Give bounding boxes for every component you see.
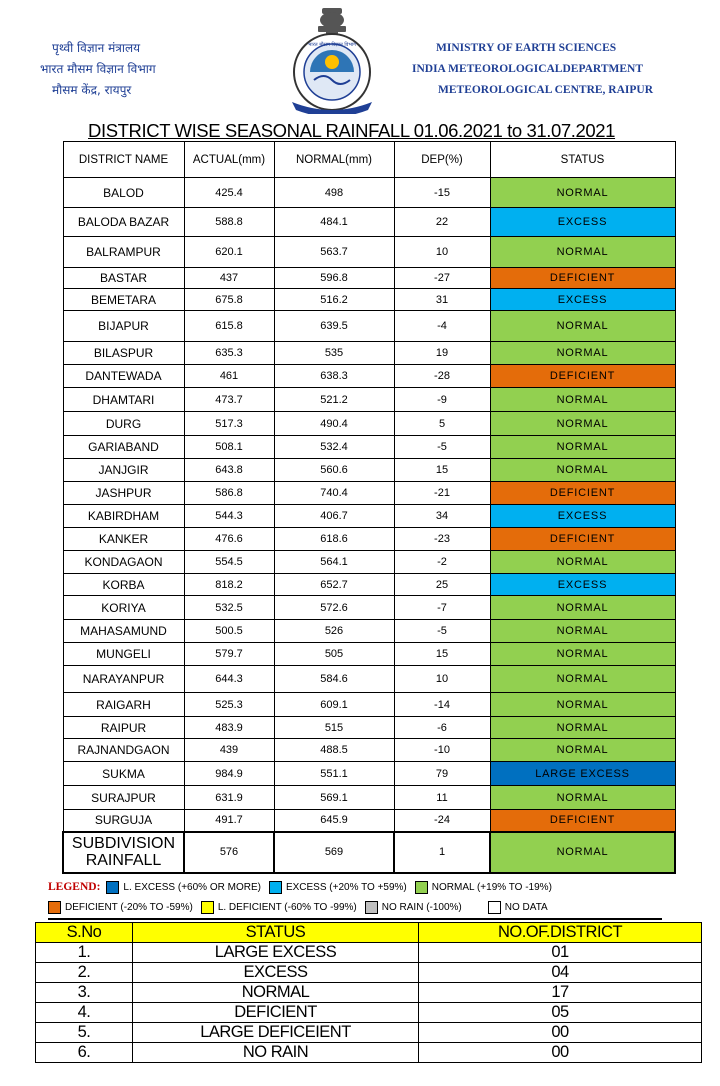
district-cell: RAIGARH — [63, 693, 184, 717]
legend-item-deficient — [48, 901, 193, 914]
normal-cell: 596.8 — [274, 268, 394, 289]
actual-cell: 675.8 — [184, 289, 274, 311]
dep-cell: 10 — [394, 666, 490, 693]
swatch-icon — [201, 901, 214, 914]
district-cell: BIJAPUR — [63, 311, 184, 342]
table-row — [63, 643, 675, 666]
legend-item-large-excess — [106, 881, 261, 894]
normal-cell: 505 — [274, 643, 394, 666]
dep-cell: -10 — [394, 739, 490, 762]
swatch-icon — [269, 881, 282, 894]
dep-cell: -15 — [394, 178, 490, 208]
legend-item-excess — [269, 881, 407, 894]
summary-header-row — [36, 923, 702, 943]
legend-label: NO DATA — [504, 901, 548, 913]
summary-sno-cell: 3. — [36, 983, 133, 1003]
actual-cell: 643.8 — [184, 459, 274, 482]
actual-cell: 818.2 — [184, 574, 274, 596]
table-row — [63, 178, 675, 208]
summary-col-count: NO.OF.DISTRICT — [419, 923, 702, 943]
normal-cell: 526 — [274, 620, 394, 643]
dep-cell: 19 — [394, 342, 490, 365]
actual-cell: 439 — [184, 739, 274, 762]
summary-count-cell: 17 — [419, 983, 702, 1003]
table-header-row — [63, 142, 675, 178]
status-cell: NORMAL — [490, 551, 675, 574]
table-row — [63, 596, 675, 620]
page-title: DISTRICT WISE SEASONAL RAINFALL 01.06.2021 to 31.07.2021 — [88, 120, 616, 141]
status-cell: DEFICIENT — [490, 365, 675, 388]
legend — [48, 877, 668, 917]
dep-cell: -28 — [394, 365, 490, 388]
actual-cell: 620.1 — [184, 237, 274, 268]
status-cell: EXCESS — [490, 289, 675, 311]
status-cell: NORMAL — [490, 693, 675, 717]
status-cell: NORMAL — [490, 436, 675, 459]
summary-count-cell: 04 — [419, 963, 702, 983]
legend-label: NO RAIN (-100%) — [381, 901, 462, 913]
status-cell: NORMAL — [490, 620, 675, 643]
normal-cell: 521.2 — [274, 388, 394, 412]
district-cell: JANJGIR — [63, 459, 184, 482]
district-cell: JASHPUR — [63, 482, 184, 505]
legend-label: DEFICIENT (-20% TO -59%) — [65, 901, 193, 913]
dep-cell: -21 — [394, 482, 490, 505]
district-cell: SUKMA — [63, 762, 184, 786]
english-line-ministry: MINISTRY OF EARTH SCIENCES — [436, 42, 617, 54]
status-cell: NORMAL — [490, 311, 675, 342]
normal-cell: 572.6 — [274, 596, 394, 620]
district-cell: KABIRDHAM — [63, 505, 184, 528]
district-cell: DANTEWADA — [63, 365, 184, 388]
actual-cell: 615.8 — [184, 311, 274, 342]
legend-row-1 — [48, 877, 668, 897]
summary-count-cell: 01 — [419, 943, 702, 963]
table-row — [63, 289, 675, 311]
actual-cell: 586.8 — [184, 482, 274, 505]
district-cell: BALOD — [63, 178, 184, 208]
col-header-status: STATUS — [490, 142, 675, 178]
table-row — [63, 505, 675, 528]
summary-col-sno: S.No — [36, 923, 133, 943]
col-header-normal: NORMAL(mm) — [274, 142, 394, 178]
subdivision-actual: 576 — [184, 832, 274, 873]
subdivision-normal: 569 — [274, 832, 394, 873]
status-cell: EXCESS — [490, 208, 675, 237]
normal-cell: 563.7 — [274, 237, 394, 268]
legend-title: LEGEND: — [48, 881, 101, 893]
status-cell: NORMAL — [490, 237, 675, 268]
summary-row — [36, 1023, 702, 1043]
dep-cell: -5 — [394, 436, 490, 459]
summary-sno-cell: 5. — [36, 1023, 133, 1043]
summary-row — [36, 983, 702, 1003]
normal-cell: 569.1 — [274, 786, 394, 810]
table-row — [63, 666, 675, 693]
normal-cell: 515 — [274, 717, 394, 739]
district-cell: DHAMTARI — [63, 388, 184, 412]
summary-row — [36, 1003, 702, 1023]
legend-label: NORMAL (+19% TO -19%) — [431, 881, 552, 893]
normal-cell: 406.7 — [274, 505, 394, 528]
dep-cell: 22 — [394, 208, 490, 237]
summary-sno-cell: 4. — [36, 1003, 133, 1023]
summary-count-cell: 00 — [419, 1023, 702, 1043]
col-header-dep: DEP(%) — [394, 142, 490, 178]
district-cell: KORBA — [63, 574, 184, 596]
hindi-line-centre: मौसम केंद्र, रायपुर — [52, 83, 132, 97]
normal-cell: 488.5 — [274, 739, 394, 762]
district-cell: RAJNANDGAON — [63, 739, 184, 762]
table-row — [63, 268, 675, 289]
header-hindi — [40, 38, 200, 101]
district-cell: DURG — [63, 412, 184, 436]
district-cell: GARIABAND — [63, 436, 184, 459]
logo-text: भारत मौसम विज्ञान विभाग — [307, 42, 357, 48]
actual-cell: 631.9 — [184, 786, 274, 810]
district-cell: BASTAR — [63, 268, 184, 289]
actual-cell: 525.3 — [184, 693, 274, 717]
actual-cell: 476.6 — [184, 528, 274, 551]
legend-item-no-rain — [365, 901, 462, 914]
dep-cell: -6 — [394, 717, 490, 739]
table-row — [63, 412, 675, 436]
table-row — [63, 482, 675, 505]
summary-status-cell: LARGE DEFICEIENT — [133, 1023, 419, 1043]
dep-cell: 34 — [394, 505, 490, 528]
normal-cell: 639.5 — [274, 311, 394, 342]
district-cell: BALODA BAZAR — [63, 208, 184, 237]
dep-cell: 79 — [394, 762, 490, 786]
swatch-icon — [48, 901, 61, 914]
table-row — [63, 365, 675, 388]
normal-cell: 652.7 — [274, 574, 394, 596]
normal-cell: 645.9 — [274, 810, 394, 832]
district-cell: BILASPUR — [63, 342, 184, 365]
table-row — [63, 762, 675, 786]
swatch-icon — [488, 901, 501, 914]
district-cell: KORIYA — [63, 596, 184, 620]
status-cell: EXCESS — [490, 574, 675, 596]
dep-cell: 5 — [394, 412, 490, 436]
district-cell: MUNGELI — [63, 643, 184, 666]
legend-divider — [48, 918, 662, 920]
summary-status-cell: DEFICIENT — [133, 1003, 419, 1023]
summary-count-cell: 00 — [419, 1043, 702, 1063]
normal-cell: 740.4 — [274, 482, 394, 505]
dep-cell: -24 — [394, 810, 490, 832]
status-cell: NORMAL — [490, 739, 675, 762]
summary-status-cell: LARGE EXCESS — [133, 943, 419, 963]
dep-cell: -23 — [394, 528, 490, 551]
normal-cell: 532.4 — [274, 436, 394, 459]
subdivision-status: NORMAL — [490, 832, 675, 873]
district-cell: SURGUJA — [63, 810, 184, 832]
status-cell: NORMAL — [490, 596, 675, 620]
actual-cell: 554.5 — [184, 551, 274, 574]
legend-item-no-data — [488, 901, 548, 914]
normal-cell: 560.6 — [274, 459, 394, 482]
status-cell: NORMAL — [490, 717, 675, 739]
district-cell: BALRAMPUR — [63, 237, 184, 268]
status-cell: NORMAL — [490, 666, 675, 693]
actual-cell: 473.7 — [184, 388, 274, 412]
dep-cell: 15 — [394, 459, 490, 482]
summary-sno-cell: 1. — [36, 943, 133, 963]
normal-cell: 618.6 — [274, 528, 394, 551]
actual-cell: 517.3 — [184, 412, 274, 436]
actual-cell: 532.5 — [184, 596, 274, 620]
summary-status-cell: EXCESS — [133, 963, 419, 983]
summary-status-cell: NORMAL — [133, 983, 419, 1003]
subdivision-row — [63, 832, 675, 873]
legend-item-normal — [415, 881, 552, 894]
hindi-line-ministry: पृथ्वी विज्ञान मंत्रालय — [52, 41, 141, 55]
hindi-line-department: भारत मौसम विज्ञान विभाग — [40, 62, 156, 76]
normal-cell: 490.4 — [274, 412, 394, 436]
actual-cell: 437 — [184, 268, 274, 289]
dep-cell: 15 — [394, 643, 490, 666]
table-row — [63, 810, 675, 832]
actual-cell: 644.3 — [184, 666, 274, 693]
table-row — [63, 717, 675, 739]
dep-cell: -4 — [394, 311, 490, 342]
dep-cell: 31 — [394, 289, 490, 311]
summary-row — [36, 943, 702, 963]
col-header-actual: ACTUAL(mm) — [184, 142, 274, 178]
status-cell: DEFICIENT — [490, 268, 675, 289]
summary-row — [36, 1043, 702, 1063]
actual-cell: 461 — [184, 365, 274, 388]
legend-item-large-deficient — [201, 901, 357, 914]
status-cell: EXCESS — [490, 505, 675, 528]
actual-cell: 500.5 — [184, 620, 274, 643]
normal-cell: 564.1 — [274, 551, 394, 574]
actual-cell: 984.9 — [184, 762, 274, 786]
dep-cell: 25 — [394, 574, 490, 596]
dep-cell: -14 — [394, 693, 490, 717]
normal-cell: 516.2 — [274, 289, 394, 311]
header-english — [412, 38, 692, 101]
summary-status-cell: NO RAIN — [133, 1043, 419, 1063]
legend-label: EXCESS (+20% TO +59%) — [285, 881, 407, 893]
legend-label: L. DEFICIENT (-60% TO -99%) — [217, 901, 357, 913]
dep-cell: -5 — [394, 620, 490, 643]
dep-cell: -7 — [394, 596, 490, 620]
dep-cell: 11 — [394, 786, 490, 810]
status-cell: NORMAL — [490, 786, 675, 810]
table-row — [63, 739, 675, 762]
col-header-district: DISTRICT NAME — [63, 142, 184, 178]
dep-cell: -2 — [394, 551, 490, 574]
normal-cell: 609.1 — [274, 693, 394, 717]
normal-cell: 484.1 — [274, 208, 394, 237]
table-row — [63, 311, 675, 342]
normal-cell: 638.3 — [274, 365, 394, 388]
summary-col-status: STATUS — [133, 923, 419, 943]
normal-cell: 535 — [274, 342, 394, 365]
legend-row-2 — [48, 897, 668, 917]
table-row — [63, 459, 675, 482]
status-cell: DEFICIENT — [490, 482, 675, 505]
table-row — [63, 388, 675, 412]
summary-count-cell: 05 — [419, 1003, 702, 1023]
district-cell: KONDAGAON — [63, 551, 184, 574]
imd-emblem-icon — [280, 6, 384, 114]
english-line-department: INDIA METEOROLOGICALDEPARTMENT — [412, 63, 644, 75]
table-row — [63, 620, 675, 643]
normal-cell: 551.1 — [274, 762, 394, 786]
table-row — [63, 436, 675, 459]
table-row — [63, 693, 675, 717]
status-cell: LARGE EXCESS — [490, 762, 675, 786]
actual-cell: 508.1 — [184, 436, 274, 459]
district-cell: NARAYANPUR — [63, 666, 184, 693]
table-row — [63, 342, 675, 365]
status-cell: NORMAL — [490, 342, 675, 365]
status-cell: NORMAL — [490, 459, 675, 482]
status-cell: NORMAL — [490, 643, 675, 666]
dep-cell: 10 — [394, 237, 490, 268]
district-cell: SURAJPUR — [63, 786, 184, 810]
table-row — [63, 786, 675, 810]
table-row — [63, 528, 675, 551]
table-row — [63, 574, 675, 596]
swatch-icon — [106, 881, 119, 894]
district-cell: MAHASAMUND — [63, 620, 184, 643]
rainfall-table — [62, 141, 676, 874]
dep-cell: -27 — [394, 268, 490, 289]
district-cell: BEMETARA — [63, 289, 184, 311]
summary-row — [36, 963, 702, 983]
dep-cell: -9 — [394, 388, 490, 412]
summary-sno-cell: 2. — [36, 963, 133, 983]
district-cell: KANKER — [63, 528, 184, 551]
summary-table — [35, 922, 702, 1063]
actual-cell: 544.3 — [184, 505, 274, 528]
status-cell: DEFICIENT — [490, 528, 675, 551]
swatch-icon — [365, 901, 378, 914]
table-row — [63, 208, 675, 237]
actual-cell: 588.8 — [184, 208, 274, 237]
swatch-icon — [415, 881, 428, 894]
table-row — [63, 551, 675, 574]
normal-cell: 498 — [274, 178, 394, 208]
summary-sno-cell: 6. — [36, 1043, 133, 1063]
actual-cell: 491.7 — [184, 810, 274, 832]
status-cell: NORMAL — [490, 412, 675, 436]
status-cell: NORMAL — [490, 178, 675, 208]
subdivision-label: SUBDIVISION RAINFALL — [63, 832, 184, 873]
status-cell: NORMAL — [490, 388, 675, 412]
district-cell: RAIPUR — [63, 717, 184, 739]
status-cell: DEFICIENT — [490, 810, 675, 832]
actual-cell: 635.3 — [184, 342, 274, 365]
table-row — [63, 237, 675, 268]
subdivision-dep: 1 — [394, 832, 490, 873]
english-line-centre: METEOROLOGICAL CENTRE, RAIPUR — [438, 84, 654, 96]
actual-cell: 579.7 — [184, 643, 274, 666]
normal-cell: 584.6 — [274, 666, 394, 693]
legend-label: L. EXCESS (+60% OR MORE) — [123, 881, 261, 893]
actual-cell: 425.4 — [184, 178, 274, 208]
actual-cell: 483.9 — [184, 717, 274, 739]
